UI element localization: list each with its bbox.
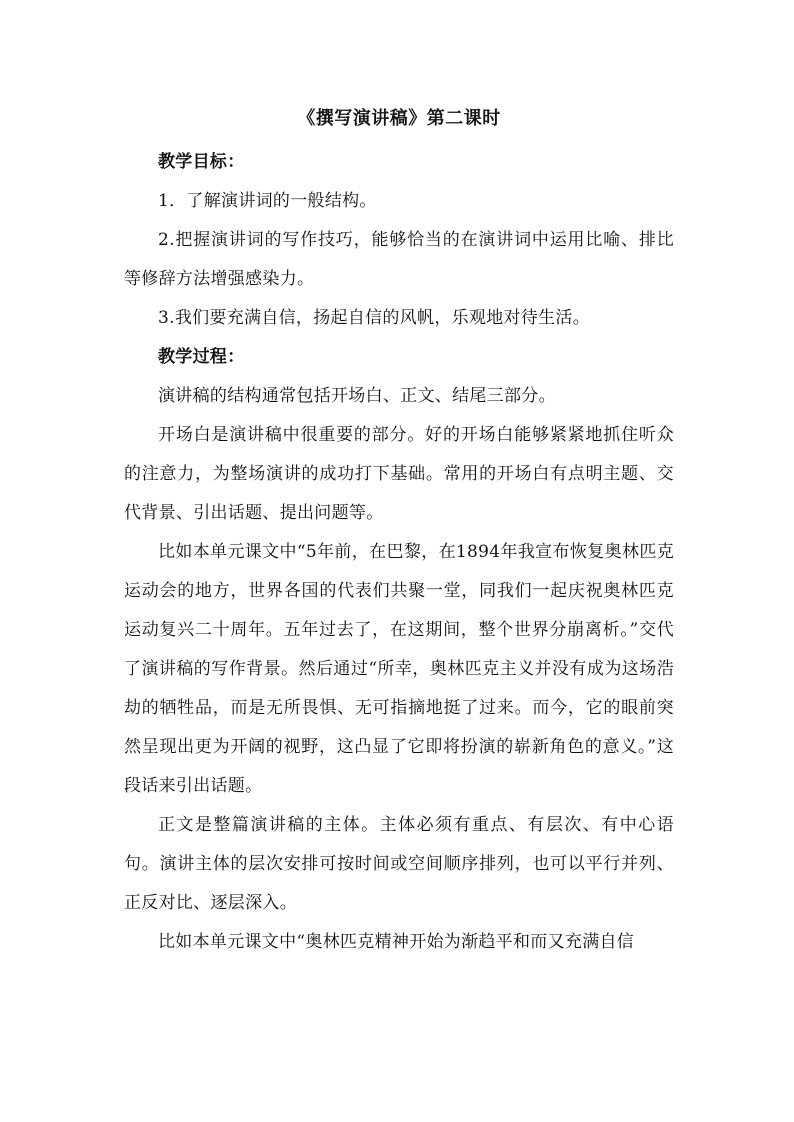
body-paragraph: 比如本单元课文中“奥林匹克精神开始为渐趋平和而又充满自信	[158, 932, 635, 952]
document-title: 《撰写演讲稿》第二课时	[297, 108, 501, 129]
process-heading: 教学过程：	[158, 347, 245, 367]
body-paragraph: 正文是整篇演讲稿的主体。主体必须有重点、有层次、有中心语句。演讲主体的层次安排可按时间或空间顺序排列，也可以平行并列、正反对比、逐层深入。	[124, 815, 674, 913]
body-paragraph: 演讲稿的结构通常包括开场白、正文、结尾三部分。	[158, 386, 556, 406]
objective-item-3: 3.我们要充满自信，扬起自信的风帆，乐观地对待生活。	[158, 308, 591, 328]
objectives-heading: 教学目标：	[158, 152, 245, 172]
objective-item-2: 2.把握演讲词的写作技巧，能够恰当的在演讲词中运用比喻、排比等修辞方法增强感染力。	[124, 230, 674, 289]
body-paragraph: 比如本单元课文中“5年前，在巴黎，在1894年我宣布恢复奥林匹克运动会的地方，世界各国的代表们共聚一堂，同我们一起庆祝奥林匹克运动复兴二十周年。五年过去了，在这期间，整个世界分崩离析。”交代了演讲稿的写作背景。然后通过“所幸，奥林匹克主义并没有成为这场浩劫的牺牲品，而是无所畏惧、无可指摘地挺了过来。而今，它的眼前突然呈现出更为开阔的视野，这凸显了它即将扮演的崭新角色的意义。”这段话来引出话题。	[124, 542, 674, 796]
objective-item-1: 1．了解演讲词的一般结构。	[158, 191, 377, 211]
body-paragraph: 开场白是演讲稿中很重要的部分。好的开场白能够紧紧地抓住听众的注意力，为整场演讲的成功打下基础。常用的开场白有点明主题、交代背景、引出话题、提出问题等。	[124, 425, 674, 523]
